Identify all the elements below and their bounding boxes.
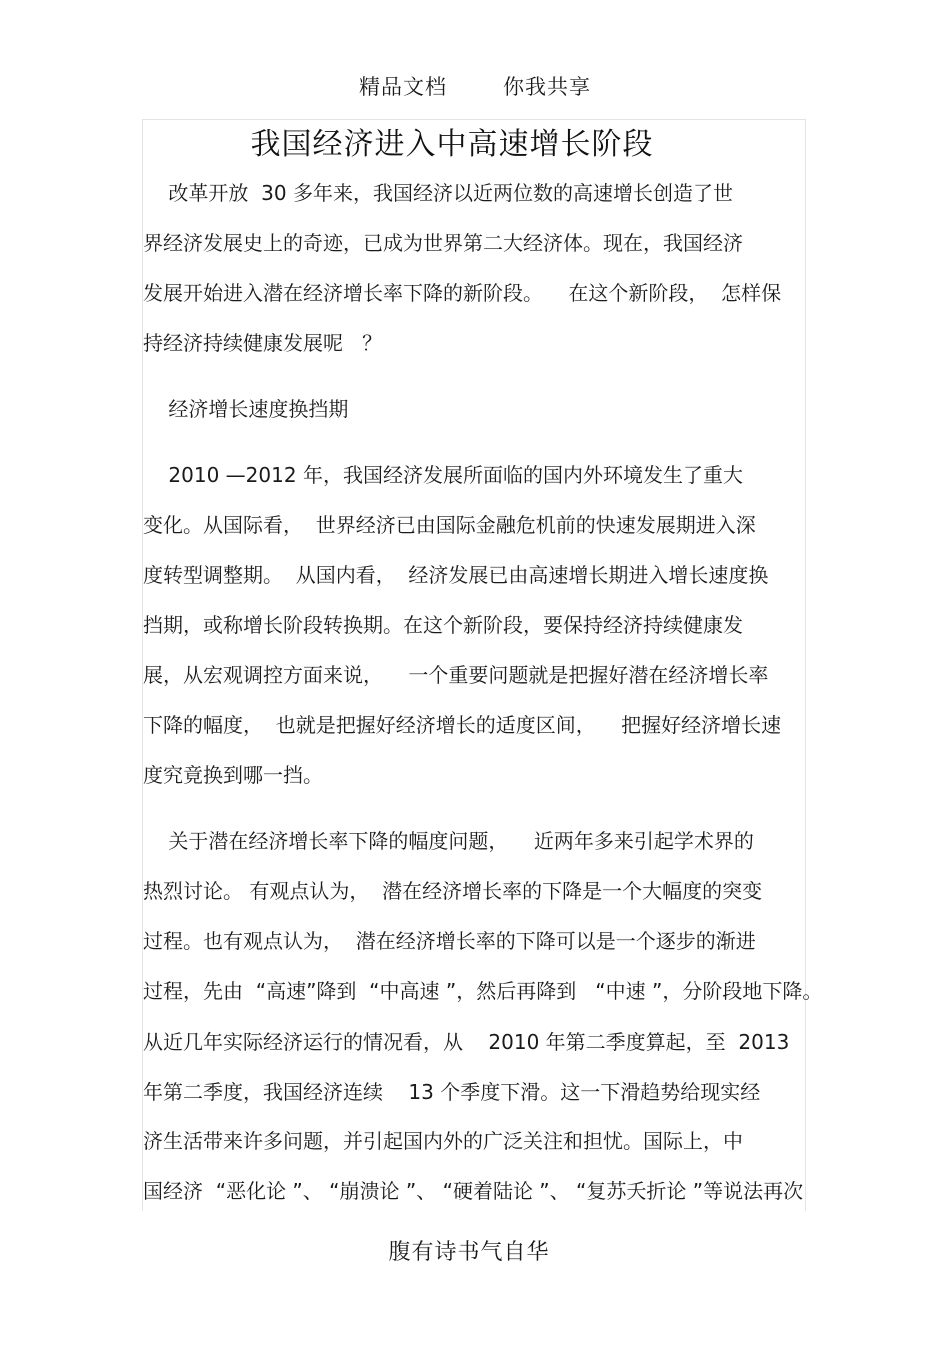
header-left-text: 精品文档 [359,75,447,99]
body-line-10: 展，从宏观调控方面来说， 一个重要问题就是把握好潜在经济增长率 [143,663,769,687]
body-line-15: 过程。也有观点认为， 潜在经济增长率的下降可以是一个逐步的渐进 [143,929,756,953]
body-line-20: 国经济 “恶化论 ”、 “崩溃论 ”、 “硬着陆论 ”、 “复苏夭折论 ”等说法再次 [143,1179,804,1203]
body-line-11: 下降的幅度， 也就是把握好经济增长的适度区间， 把握好经济增长速 [143,713,782,737]
body-line-7: 变化。从国际看， 世界经济已由国际金融危机前的快速发展期进入深 [143,513,756,537]
page-footer: 腹有诗书气自华 [388,1240,550,1265]
page-header [0,72,950,102]
body-line-6: 2010 —2012 年，我国经济发展所面临的国内外环境发生了重大 [143,463,743,487]
body-line-12: 度究竟换到哪一挡。 [143,763,323,787]
body-line-18: 年第二季度，我国经济连续 13 个季度下滑。这一下滑趋势给现实经 [143,1080,761,1104]
article-title: 我国经济进入中高速增长阶段 [250,127,654,162]
body-line-9: 挡期，或称增长阶段转换期。在这个新阶段，要保持经济持续健康发 [143,613,743,637]
body-line-16: 过程，先由 “高速”降到 “中高速 ”，然后再降到 “中速 ”，分阶段地下降。 [143,979,823,1003]
body-line-4: 持经济持续健康发展呢 ？ [143,331,383,355]
body-line-8: 度转型调整期。 从国内看， 经济发展已由高速增长期进入增长速度换 [143,563,769,587]
header-right-text: 你我共享 [503,75,591,99]
body-line-13: 关于潜在经济增长率下降的幅度问题， 近两年多来引起学术界的 [143,829,754,853]
body-line-17: 从近几年实际经济运行的情况看，从 2010 年第二季度算起，至 2013 [143,1030,790,1054]
body-line-2: 界经济发展史上的奇迹，已成为世界第二大经济体。现在，我国经济 [143,231,743,255]
body-line-19: 济生活带来许多问题，并引起国内外的广泛关注和担忧。国际上，中 [143,1129,743,1153]
body-line-1: 改革开放 30 多年来，我国经济以近两位数的高速增长创造了世 [143,181,733,205]
section-heading: 经济增长速度换挡期 [143,397,349,421]
body-line-14: 热烈讨论。 有观点认为， 潜在经济增长率的下降是一个大幅度的突变 [143,879,763,903]
body-line-3: 发展开始进入潜在经济增长率下降的新阶段。 在这个新阶段， 怎样保 [143,281,782,305]
